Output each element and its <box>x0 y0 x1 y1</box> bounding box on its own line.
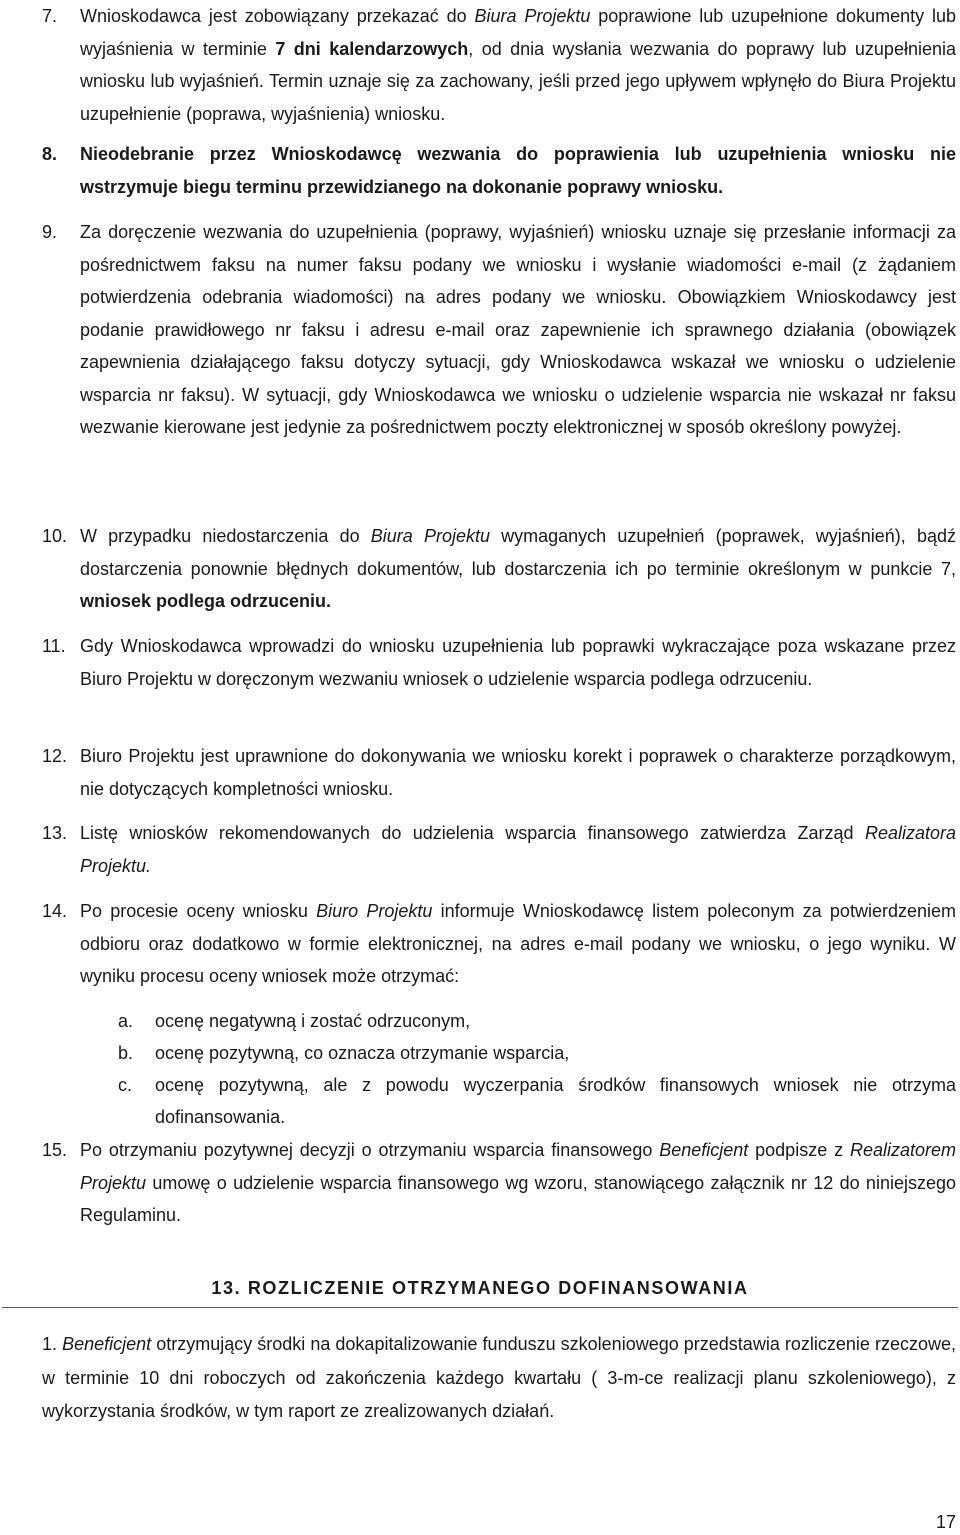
item-text: W przypadku niedostarczenia do Biura Projektu wymaganych uzupełnień (poprawek, wyjaśnień), bądź dostarczenia ponownie błędnych dokumentów, lub dostarczenia ich po terminie określonym w punkcie 7, wniosek podlega odrzuceniu. <box>80 526 956 611</box>
section-paragraph-1: 1. Beneficjent otrzymujący środki na dokapitalizowanie funduszu szkoleniowego przedstawia rozliczenie rzeczowe, w terminie 10 dni roboczych od zakończenia każdego kwartału ( 3-m-ce realizacji planu szkoleniowego), z wykorzystania środków, w tym raport ze zrealizowanych działań. <box>42 1334 956 1421</box>
item-text: Biuro Projektu jest uprawnione do dokonywania we wniosku korekt i poprawek o charakterze porządkowym, nie dotyczących kompletności wniosku. <box>80 746 956 799</box>
item-number: 11. <box>42 636 66 656</box>
item-text: Po procesie oceny wniosku Biuro Projektu informuje Wnioskodawcę listem poleconym za potwierdzeniem odbioru oraz dodatkowo w formie elektronicznej, na adres e-mail podany we wniosku, o jego wyniku. W wyniku procesu oceny wniosek może otrzymać: <box>80 901 956 986</box>
list-item-8 <box>42 138 956 203</box>
item-number: 9. <box>42 222 58 242</box>
sub-item-text: ocenę negatywną i zostać odrzuconym, <box>155 1011 471 1031</box>
section-heading: 13. ROZLICZENIE OTRZYMANEGO DOFINANSOWANIA <box>211 1278 749 1298</box>
item-number: 12. <box>42 746 68 766</box>
sub-item-c <box>118 1069 956 1133</box>
list-item-10 <box>42 520 956 618</box>
item-number: 8. <box>42 144 58 164</box>
sub-item-text: ocenę pozytywną, ale z powodu wyczerpania środków finansowych wniosek nie otrzyma dofinansowania. <box>155 1075 956 1127</box>
sub-item-a <box>118 1005 956 1037</box>
sub-item-letter: a. <box>118 1011 134 1031</box>
list-item-13 <box>42 817 956 882</box>
sub-item-letter: c. <box>118 1075 133 1095</box>
sub-item-text: ocenę pozytywną, co oznacza otrzymanie wsparcia, <box>155 1043 570 1063</box>
item-number: 7. <box>42 6 58 26</box>
sub-item-letter: b. <box>118 1043 134 1063</box>
list-item-7 <box>42 0 956 130</box>
item-text: Listę wniosków rekomendowanych do udzielenia wsparcia finansowego zatwierdza Zarząd Realizatora Projektu. <box>80 823 956 876</box>
list-item-11 <box>42 630 956 695</box>
item-number: 15. <box>42 1140 68 1160</box>
item-number: 13. <box>42 823 68 843</box>
heading-underline <box>2 1307 958 1308</box>
sub-item-b <box>118 1037 956 1069</box>
list-item-15 <box>42 1134 956 1232</box>
item-number: 14. <box>42 901 68 921</box>
item-text: Po otrzymaniu pozytywnej decyzji o otrzymaniu wsparcia finansowego Beneficjent podpisze z Realizatorem Projektu umowę o udzielenie wsparcia finansowego wg wzoru, stanowiącego załącznik nr 12 do niniejszego Regulaminu. <box>80 1140 956 1225</box>
item-text: Za doręczenie wezwania do uzupełnienia (poprawy, wyjaśnień) wniosku uznaje się przesłanie informacji za pośrednictwem faksu na numer faksu podany we wniosku i wysłanie wiadomości e-mail (z żądaniem potwierdzenia odebrania wiadomości) na adres podany we wniosku. Obowiązkiem Wnioskodawcy jest podanie prawidłowego nr faksu i adresu e-mail oraz zapewnienie ich sprawnego działania (obowiązek zapewnienia działającego faksu dotyczy sytuacji, gdy Wnioskodawca wskazał we wniosku o udzielenie wsparcia nr faksu). W sytuacji, gdy Wnioskodawca we wniosku o udzielenie wsparcia nie wskazał nr faksu wezwanie kierowane jest jedynie za pośrednictwem poczty elektronicznej w sposób określony powyżej. <box>80 222 956 437</box>
item-number: 10. <box>42 526 68 546</box>
page-number: 17 <box>935 1512 956 1532</box>
item-text: Nieodebranie przez Wnioskodawcę wezwania do poprawienia lub uzupełnienia wniosku nie wstrzymuje biegu terminu przewidzianego na dokonanie poprawy wniosku. <box>80 144 956 197</box>
list-item-14 <box>42 895 956 993</box>
item-text: Wnioskodawca jest zobowiązany przekazać do Biura Projektu poprawione lub uzupełnione dokumenty lub wyjaśnienia w terminie 7 dni kalendarzowych, od dnia wysłania wezwania do poprawy lub uzupełnienia wniosku lub wyjaśnień. Termin uznaje się za zachowany, jeśli przed jego upływem wpłynęło do Biura Projektu uzupełnienie (poprawa, wyjaśnienia) wniosku. <box>80 6 956 124</box>
item-text: Gdy Wnioskodawca wprowadzi do wniosku uzupełnienia lub poprawki wykraczające poza wskazane przez Biuro Projektu w doręczonym wezwaniu wniosek o udzielenie wsparcia podlega odrzuceniu. <box>80 636 956 689</box>
list-item-9 <box>42 216 956 444</box>
list-item-12 <box>42 740 956 805</box>
